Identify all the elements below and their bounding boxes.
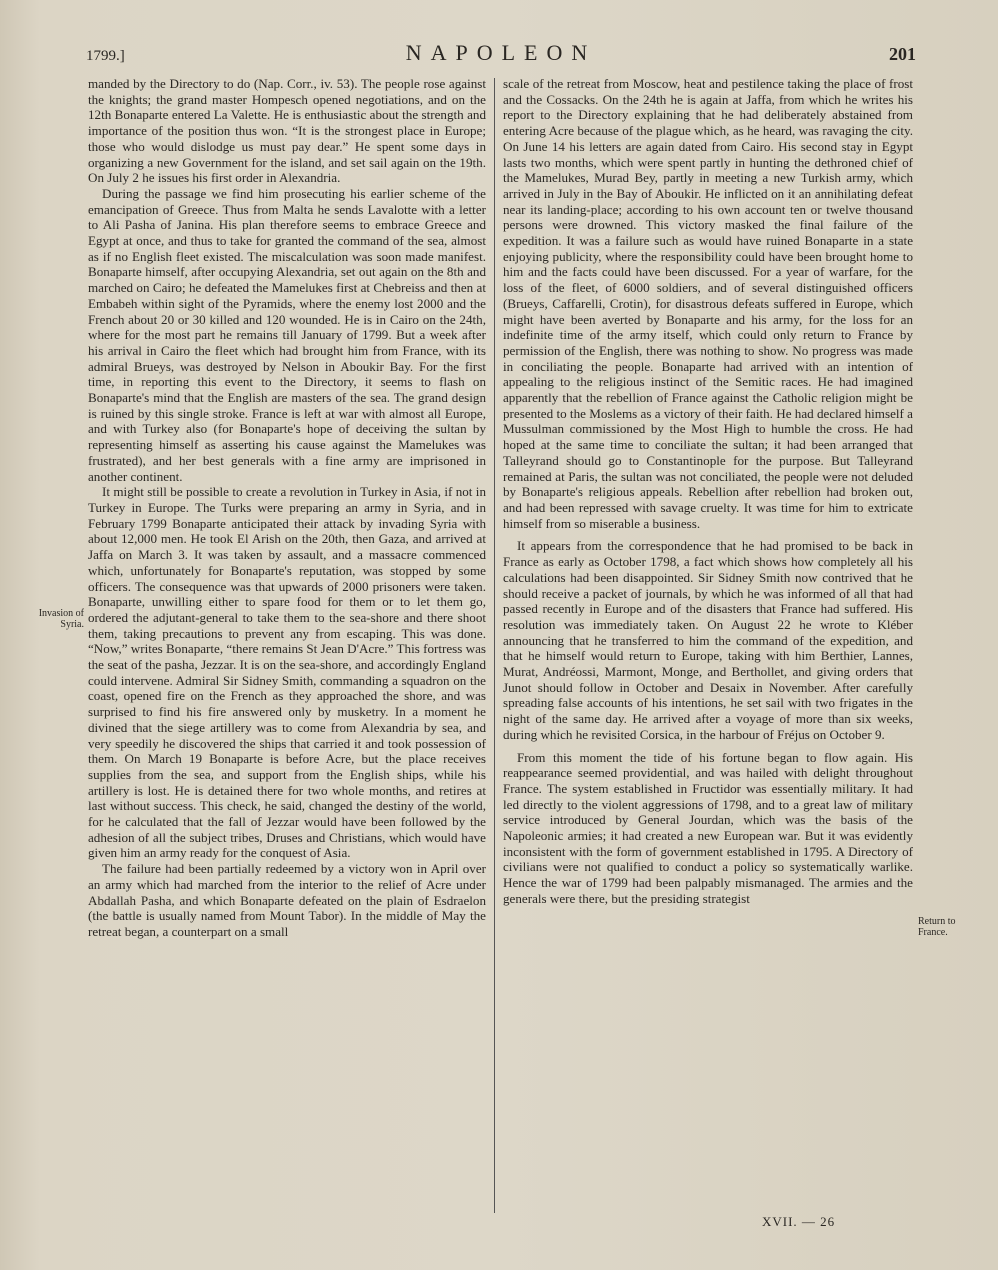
paragraph: manded by the Directory to do (Nap. Corr., iv. 53). The people rose against the knights; the grand master Hompesch opened negotiations, and on the 12th Bonaparte entered La Valette. He is enthusiastic about the strength and importance of the position thus won. “It is the strongest place in Europe; those who would dislodge us must pay dear.” He spent some days in organizing a new Government for the island, and set sail again on the 19th. On July 2 he issues his first order in Alexandria.: [88, 76, 486, 186]
paragraph: scale of the retreat from Moscow, heat and pestilence taking the place of frost and the Cossacks. On the 24th he is again at Jaffa, from which he writes his report to the Directory explaining that he had deliberately abstained from entering Acre because of the plague which, as he heard, was ravaging the city. On June 14 his letters are again dated from Cairo. His second stay in Egypt lasts two months, which were spent partly in hunting the dethroned chief of the Mamelukes, Murad Bey, partly in meeting a new Turkish army, which arrived in July in the Bay of Aboukir. He inflicted on it an annihilating defeat near its landing-place; according to his own account ten or twelve thousand persons were drowned. This victory masked the final failure of the expedition. It was a failure such as would have ruined Bonaparte in a state enjoying publicity, where the responsibility could have been brought home to him and the facts could have been discussed. For a year of warfare, for the loss of the fleet, of 6000 soldiers, and of several distinguished officers (Brueys, Caffarelli, Crotin), for disastrous defeats suffered in Europe, which might have been averted by Bonaparte and his army, for the loss for an indefinite time of the army itself, which could only return to France by permission of the English, there was nothing to show. No progress was made in conciliating the people. Bonaparte had arrived with an intention of appealing to the religious instinct of the Semitic races. He had imagined apparently that the rebellion of France against the Catholic religion might be presented to the Moslems as a victory of their faith. He had declared himself a Mussulman commissioned by the Most High to humble the cross. He had hoped at the same time to conciliate the sultan; it had been arranged that Talleyrand should go to Constantinople for the purpose. But Talleyrand remained at Paris, the sultan was not conciliated, the people were not deluded by Bonaparte's religious appeals. Rebellion after rebellion had broken out, and had been repressed with savage cruelty. It was time for him to extricate himself from so miserable a business.: [503, 76, 913, 531]
signature-mark: XVII. — 26: [762, 1214, 836, 1229]
paragraph: From this moment the tide of his fortune began to flow again. His reappearance seemed providential, and was hailed with delight throughout France. The system established in Fructidor was essentially military. It had led directly to the violent aggressions of 1798, and to a great law of military service introduced by General Jourdan, which was the basis of the Napoleonic armies; it had created a new European war. But it was evidently inconsistent with the form of government established in 1795. A Directory of civilians were not qualified to conduct a policy so systematically warlike. Hence the war of 1799 had been palpably mismanaged. The armies and the generals were there, but the presiding strategist: [503, 749, 913, 906]
header-year: 1799.]: [86, 48, 125, 64]
page-number: 201: [889, 44, 916, 64]
paragraph: It might still be possible to create a revolution in Turkey in Asia, if not in Turkey in Europe. The Turks were preparing an army in Syria, and in February 1799 Bonaparte anticipated their attack by invading Syria with about 12,000 men. He took El Arish on the 20th, then Gaza, and arrived at Jaffa on March 3. It was taken by assault, and a massacre commenced which, unfortunately for Bonaparte's reputation, was stopped by some officers. The consequence was that upwards of 2000 prisoners were taken. Bonaparte, unwilling either to spare food for them or to let them go, ordered the adjutant-general to take them to the sea-shore and there shoot them, taking precautions to prevent any from escaping. This was done. “Now,” writes Bonaparte, “there remains St Jean D'Acre.” This fortress was the seat of the pasha, Jezzar. It is on the sea-shore, and accordingly England could intervene. Admiral Sir Sidney Smith, commanding a squadron on the coast, opened fire on the French as they approached the shore, and was surprised to find his fire answered only by musketry. In a moment he divined that the siege artillery was to come from Alexandria by sea, and very speedily he discovered the ships that carried it and took possession of them. On March 19 Bonaparte is before Acre, but the place receives supplies from the sea, and support from the English ships, while his artillery is lost. He is detained there for two whole months, and retires at last without success. This check, he said, changed the destiny of the world, for he calculated that the fall of Jezzar would have been followed by the adhesion of all the subject tribes, Druses and Christians, which would have given him an army ready for the conquest of Asia.: [88, 484, 486, 861]
right-column: [503, 76, 913, 907]
page-header: [86, 40, 916, 70]
paragraph: The failure had been partially redeemed by a victory won in April over an army which had marched from the interior to the relief of Acre under Abdallah Pasha, and which Bonaparte defeated on the plain of Esdraelon (the battle is usually named from Mount Tabor). In the middle of May the retreat began, a counterpart on a small: [88, 861, 486, 939]
paragraph: During the passage we find him prosecuting his earlier scheme of the emancipation of Greece. Thus from Malta he sends Lavalotte with a letter to Ali Pasha of Janina. His plan therefore seems to embrace Greece and Egypt at once, and thus to take for granted the command of the sea, almost as if no English fleet existed. The miscalculation was soon made manifest. Bonaparte himself, after occupying Alexandria, set out again on the 8th and marched on Cairo; he defeated the Mamelukes first at Chebreiss and then at Embabeh within sight of the Pyramids, where the enemy lost 2000 and the French about 20 or 30 killed and 120 wounded. He is in Cairo on the 24th, where for the most part he remains till January of 1799. But a week after his arrival in Cairo the fleet which had brought him from France, with its admiral Brueys, was destroyed by Nelson in Aboukir Bay. For the first time, in reporting this event to the Directory, it seems to flash on Bonaparte's mind that the English are masters of the sea. The grand design is ruined by this single stroke. France is left at war with almost all Europe, and with Turkey also (for Bonaparte's hope of deceiving the sultan by representing himself as asserting his cause against the Mamelukes was frustrated), and her best generals with a fine army are imprisoned in another continent.: [88, 185, 486, 484]
margin-note-return-to-france: Return to France.: [918, 916, 956, 938]
column-divider: [494, 78, 495, 1213]
margin-note-invasion-of-syria: Invasion of Syria.: [38, 608, 84, 630]
paragraph: It appears from the correspondence that he had promised to be back in France as early as October 1798, a fact which shows how completely all his calculations had been disappointed. Sir Sidney Smith now contrived that he should receive a packet of journals, by which he was informed of all that had passed recently in Europe and of the disasters that France had suffered. His resolution was immediately taken. On August 22 he wrote to Kléber announcing that he transferred to him the command of the expedition, and that he himself would return to Europe, taking with him Berthier, Lannes, Murat, Andréossi, Marmont, Monge, and Berthollet, and giving orders that Junot should follow in October and Desaix in November. After carefully spreading false accounts of his intentions, he set sail with two frigates in the night of the same day. He arrived after a voyage of more than six weeks, during which he revisited Corsica, in the harbour of Fréjus on October 9.: [503, 538, 913, 742]
left-column: [88, 76, 486, 940]
running-title: NAPOLEON: [405, 40, 597, 65]
